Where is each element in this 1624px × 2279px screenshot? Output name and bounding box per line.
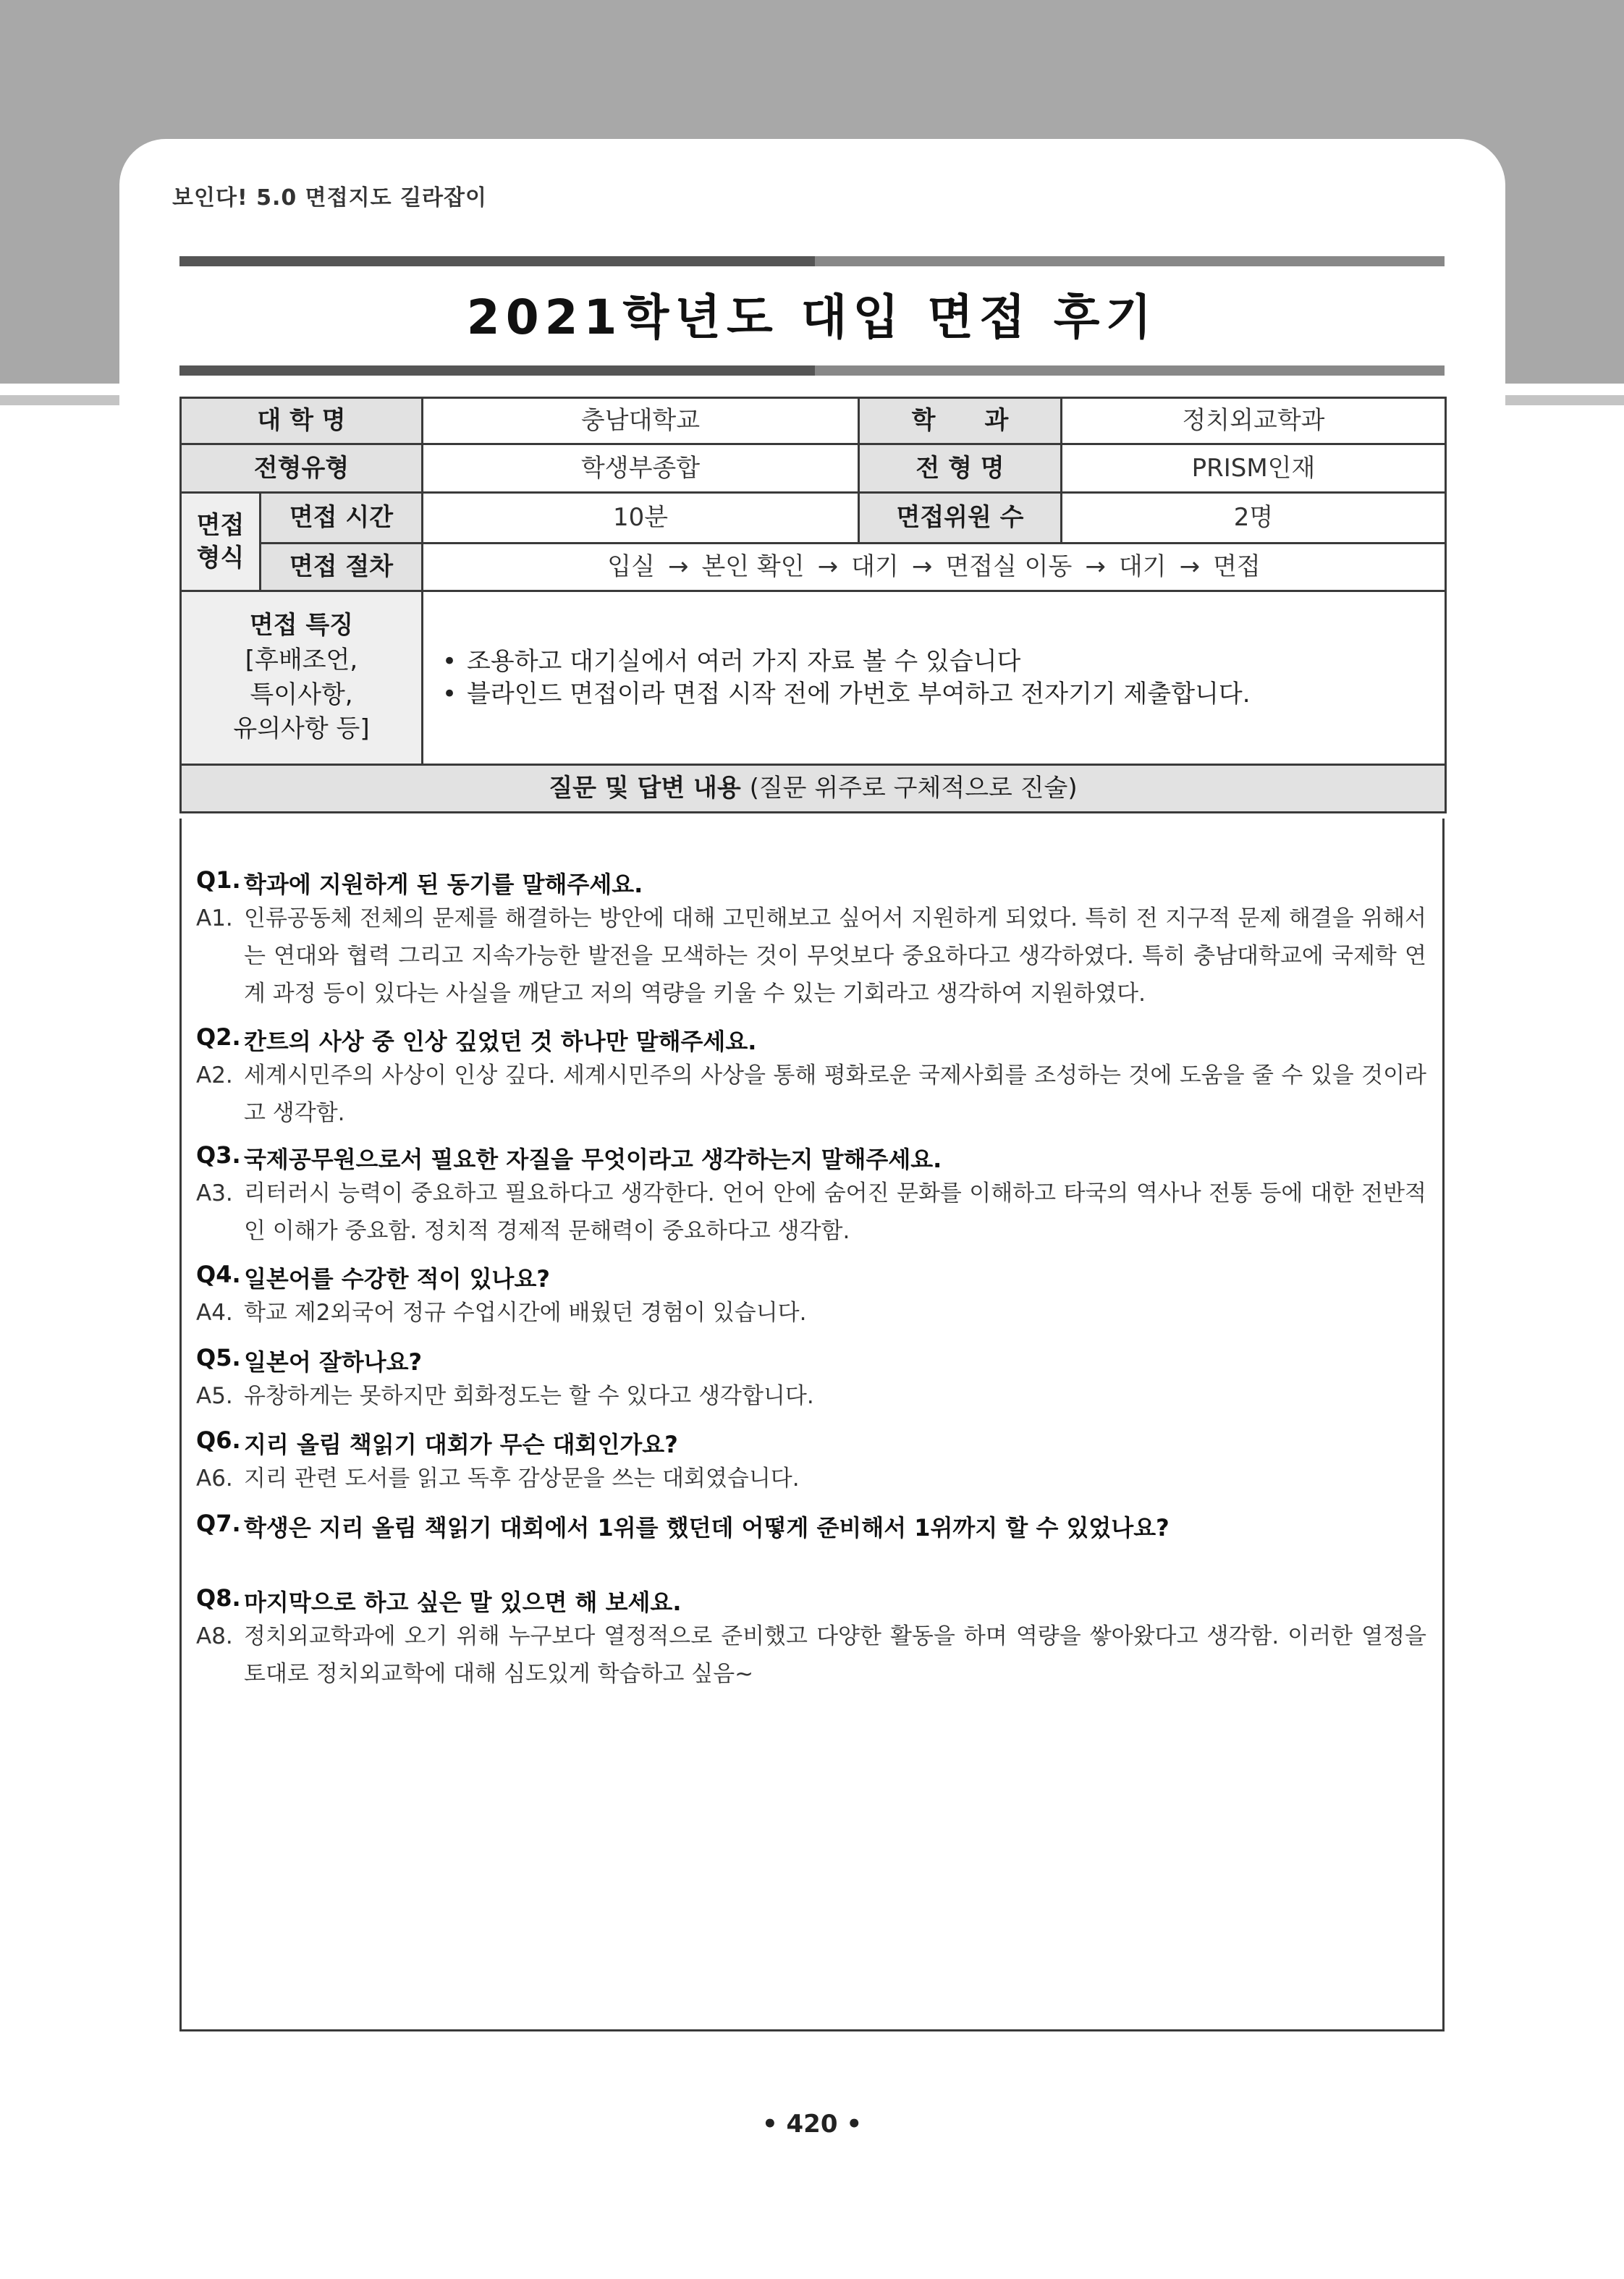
title-rule-top	[179, 256, 1445, 266]
procedure-step: 면접	[1213, 552, 1261, 582]
features-label-line: 유의사항 등]	[233, 714, 370, 744]
question-label: Q1.	[196, 866, 241, 894]
table-row	[181, 765, 1446, 813]
answer	[196, 900, 1426, 1012]
answer	[196, 1175, 1426, 1250]
table-row	[181, 398, 1446, 444]
qa-item	[196, 866, 1426, 1012]
table-row	[181, 444, 1446, 493]
answer-text: 지리 관련 도서를 읽고 독후 감상문을 쓰는 대회였습니다.	[244, 1466, 800, 1492]
format-label-line: 면접	[196, 511, 245, 541]
procedure-label: 면접 절차	[261, 544, 423, 591]
arrow-icon: →	[911, 552, 933, 582]
qa-item	[196, 1141, 1426, 1250]
question-text: 일본어를 수강한 적이 있나요?	[244, 1265, 550, 1293]
question-label: Q2.	[196, 1023, 241, 1051]
table-row	[181, 591, 1446, 765]
answer-text: 유창하게는 못하지만 회화정도는 할 수 있다고 생각합니다.	[244, 1383, 814, 1409]
dept-value: 정치외교학과	[1062, 398, 1446, 444]
right-gray-stripe	[1505, 395, 1624, 405]
answer-label: A5.	[196, 1383, 233, 1409]
page-number: • 420 •	[761, 2110, 863, 2139]
answer	[196, 1294, 1426, 1332]
qa-header-sub: (질문 위주로 구체적으로 진술)	[749, 774, 1078, 803]
qa-content-box	[179, 819, 1445, 2031]
panel-label: 면접위원 수	[859, 493, 1062, 544]
qa-item	[196, 1344, 1426, 1415]
procedure-step: 면접실 이동	[945, 552, 1073, 582]
procedure-step: 본인 확인	[701, 552, 805, 582]
univ-label: 대 학 명	[181, 398, 423, 444]
table-row	[181, 493, 1446, 544]
features-label-line: 특이사항,	[250, 680, 353, 709]
features-label-line: 면접 특징	[249, 611, 354, 640]
type-value: 학생부종합	[423, 444, 859, 493]
list-item: • 블라인드 면접이라 면접 시작 전에 가번호 부여하고 전자기기 제출합니다.	[442, 678, 1445, 710]
question	[196, 1584, 1426, 1618]
question-text: 마지막으로 하고 싶은 말 있으면 해 보세요.	[244, 1589, 682, 1616]
answer-label: A2.	[196, 1062, 233, 1088]
answer-text: 리터러시 능력이 중요하고 필요하다고 생각한다. 언어 안에 숨어진 문화를 이해하고 타국의 역사나 전통 등에 대한 전반적인 이해가 중요함. 정치적 경제적 문해력이 중요하다고 생각함.	[244, 1180, 1426, 1244]
question-text: 일본어 잘하나요?	[244, 1348, 423, 1376]
qa-header-main: 질문 및 답변 내용	[549, 774, 741, 803]
answer	[196, 1460, 1426, 1497]
track-label: 전 형 명	[859, 444, 1062, 493]
qa-item	[196, 1261, 1426, 1332]
question	[196, 1023, 1426, 1057]
procedure-value	[423, 544, 1446, 591]
dept-label: 학 과	[859, 398, 1062, 444]
answer-label: A3.	[196, 1180, 233, 1206]
answer-label: A8.	[196, 1623, 233, 1649]
qa-section-header	[181, 765, 1446, 813]
answer-text: 학교 제2외국어 정규 수업시간에 배웠던 경험이 있습니다.	[244, 1300, 807, 1326]
time-value: 10분	[423, 493, 859, 544]
features-list	[423, 646, 1445, 709]
question-label: Q3.	[196, 1141, 241, 1169]
panel-value: 2명	[1062, 493, 1446, 544]
answer-text: 세계시민주의 사상이 인상 깊다. 세계시민주의 사상을 통해 평화로운 국제사회를 조성하는 것에 도움을 줄 수 있을 것이라고 생각함.	[244, 1062, 1426, 1126]
time-label: 면접 시간	[261, 493, 423, 544]
question-label: Q8.	[196, 1584, 241, 1612]
univ-value: 충남대학교	[423, 398, 859, 444]
question-text: 국제공무원으로서 필요한 자질을 무엇이라고 생각하는지 말해주세요.	[244, 1146, 942, 1173]
running-header: 보인다! 5.0 면접지도 길라잡이	[172, 185, 487, 211]
question-text: 칸트의 사상 중 인상 깊었던 것 하나만 말해주세요.	[244, 1028, 757, 1055]
left-gray-stripe	[0, 395, 119, 405]
question	[196, 866, 1426, 900]
arrow-icon: →	[1179, 552, 1201, 582]
question	[196, 1141, 1426, 1175]
features-label-line: [후배조언,	[245, 645, 358, 675]
procedure-step: 대기	[1118, 552, 1167, 582]
table-row	[181, 544, 1446, 591]
answer-text: 정치외교학과에 오기 위해 누구보다 열정적으로 준비했고 다양한 활동을 하며 역량을 쌓아왔다고 생각함. 이러한 열정을 토대로 정치외교학에 대해 심도있게 학습하고 싶음~	[244, 1623, 1426, 1687]
format-label	[181, 493, 261, 591]
question	[196, 1344, 1426, 1377]
answer	[196, 1618, 1426, 1693]
answer-label: A1.	[196, 905, 233, 931]
qa-item	[196, 1584, 1426, 1693]
procedure-step: 대기	[851, 552, 899, 582]
title-rule-bottom	[179, 365, 1445, 376]
features-label	[181, 591, 423, 765]
qa-item	[196, 1426, 1426, 1497]
question	[196, 1510, 1426, 1543]
interview-info-table	[179, 397, 1447, 813]
question	[196, 1261, 1426, 1294]
qa-item	[196, 1510, 1426, 1543]
arrow-icon: →	[817, 552, 839, 582]
page-title: 2021학년도 대입 면접 후기	[466, 289, 1158, 345]
question-text: 학생은 지리 올림 책읽기 대회에서 1위를 했던데 어떻게 준비해서 1위까지 할 수 있었나요?	[244, 1514, 1170, 1542]
format-label-line: 형식	[196, 543, 245, 572]
arrow-icon: →	[1085, 552, 1106, 582]
question-label: Q5.	[196, 1344, 241, 1371]
answer	[196, 1057, 1426, 1132]
question-label: Q6.	[196, 1426, 241, 1454]
question-label: Q4.	[196, 1261, 241, 1288]
type-label: 전형유형	[181, 444, 423, 493]
answer	[196, 1377, 1426, 1415]
answer-text: 인류공동체 전체의 문제를 해결하는 방안에 대해 고민해보고 싶어서 지원하게 되었다. 특히 전 지구적 문제 해결을 위해서는 연대와 협력 그리고 지속가능한 발전을 모색하는 것이 무엇보다 중요하다고 생각하였다. 특히 충남대학교에 국제학 연계 과정 등이 있다는 사실을 깨닫고 저의 역량을 키울 수 있는 기회라고 생각하여 지원하였다.	[244, 905, 1426, 1007]
list-item: • 조용하고 대기실에서 여러 가지 자료 볼 수 있습니다	[442, 646, 1445, 677]
features-value	[423, 591, 1446, 765]
question-label: Q7.	[196, 1510, 241, 1537]
question-text: 학과에 지원하게 된 동기를 말해주세요.	[244, 871, 643, 898]
track-value: PRISM인재	[1062, 444, 1446, 493]
question-text: 지리 올림 책읽기 대회가 무슨 대회인가요?	[244, 1431, 678, 1458]
arrow-icon: →	[667, 552, 689, 582]
answer-label: A4.	[196, 1300, 233, 1326]
answer-label: A6.	[196, 1466, 233, 1492]
question	[196, 1426, 1426, 1460]
qa-item	[196, 1023, 1426, 1132]
procedure-step: 입실	[607, 552, 655, 582]
